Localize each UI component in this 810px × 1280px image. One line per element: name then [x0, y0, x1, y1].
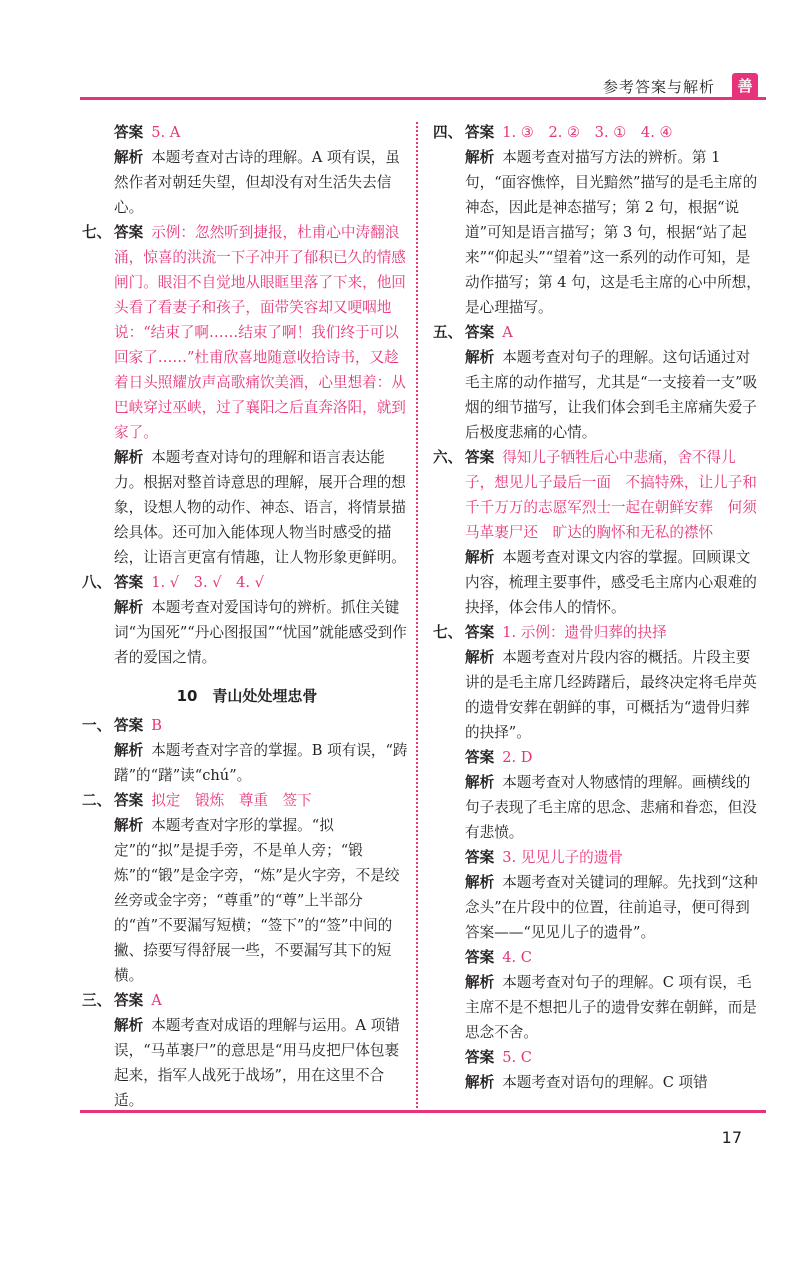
answer-text: 拟定 锻炼 尊重 签下 [151, 792, 312, 809]
question-number: 七、 [82, 224, 112, 241]
entry-left-continued [82, 120, 412, 220]
answer-text: 5. A [151, 124, 181, 141]
analysis-label: 解析 [114, 817, 144, 834]
analysis-text: 本题考查对人物感情的理解。画横线的句子表现了毛主席的思念、悲痛和眷恋，但没有悲愤。 [465, 774, 757, 841]
analysis-text: 本题考查对描写方法的辨析。第 1 句，“面容憔悴，目光黯然”描写的是毛主席的神态，因此是神态描写；第 2 句，根据“说道”可知是语言描写；第 3 句，根据“站了起来”“仰起头”“望着”这一系列的动作可知，是动作描写；第 4 句，这是毛主席的心中所想，是心理描写。 [465, 149, 761, 316]
question-number: 六、 [433, 449, 463, 466]
answer-text: B [151, 717, 162, 734]
analysis-label: 解析 [114, 449, 144, 466]
analysis-text: 本题考查对语句的理解。C 项错 [502, 1074, 708, 1091]
header-title: 参考答案与解析 [602, 78, 715, 96]
analysis-label: 解析 [465, 1074, 495, 1091]
answer-text: 1. 示例：遗骨归葬的抉择 [502, 624, 667, 641]
analysis-text: 本题考查对字音的掌握。B 项有误，“踌躇”的“躇”读“chú”。 [114, 742, 408, 784]
analysis-text: 本题考查对字形的掌握。“拟定”的“拟”是提手旁，不是单人旁；“锻炼”的“锻”是金字旁，“炼”是火字旁，不是绞丝旁或金字旁；“尊重”的“尊”上半部分的“酋”不要漏写短横；“签下”的“签”中间的撇、捺要写得舒展一些，不要漏写其下的短横。 [114, 817, 400, 984]
answer-text: A [502, 324, 513, 341]
answer-label: 答案 [114, 224, 144, 241]
question-number: 七、 [433, 624, 463, 641]
entry-s4 [433, 120, 763, 320]
section-title: 10 青山处处埋忠骨 [176, 687, 318, 705]
answer-text: 1. ③ 2. ② 3. ① 4. ④ [502, 124, 673, 141]
analysis-label: 解析 [465, 649, 495, 666]
answer-label: 答案 [465, 949, 495, 966]
answer-text: 1. √ 3. √ 4. √ [151, 574, 264, 591]
entry-8 [82, 570, 412, 670]
answer-label: 答案 [465, 1049, 495, 1066]
entry-7 [82, 220, 412, 570]
page-number: 17 [721, 1128, 742, 1147]
analysis-label: 解析 [114, 742, 144, 759]
analysis-text: 本题考查对课文内容的掌握。回顾课文内容，梳理主要事件，感受毛主席内心艰难的抉择，体会伟人的情怀。 [465, 549, 757, 616]
entry-s5 [433, 320, 763, 445]
entry-s7 [433, 620, 763, 1095]
answer-text: 示例：忽然听到捷报，杜甫心中涛翻浪涌，惊喜的洪流一下子冲开了郁积已久的情感闸门。眼泪不自觉地从眼眶里落了下来，他回头看了看妻子和孩子，面带笑容却又哽咽地说：“结束了啊……结束了啊！我们终于可以回家了……”杜甫欣喜地随意收拾诗书，又趁着日头照耀放声高歌痛饮美酒，心里想着：从巴峡穿过巫峡，过了襄阳之后直奔洛阳，就到家了。 [114, 224, 406, 441]
analysis-label: 解析 [465, 874, 495, 891]
answer-label: 答案 [465, 749, 495, 766]
question-number: 二、 [82, 792, 112, 809]
analysis-text: 本题考查对句子的理解。这句话通过对毛主席的动作描写，尤其是“一支接着一支”吸烟的细节描写，让我们体会到毛主席痛失爱子后极度悲痛的心情。 [465, 349, 758, 441]
analysis-label: 解析 [465, 149, 495, 166]
analysis-label: 解析 [114, 599, 144, 616]
analysis-text: 本题考查对古诗的理解。A 项有误，虽然作者对朝廷失望，但却没有对生活失去信心。 [114, 149, 400, 216]
answer-label: 答案 [465, 624, 495, 641]
answer-label: 答案 [114, 124, 144, 141]
answer-text: 2. D [502, 749, 533, 766]
analysis-text: 本题考查对句子的理解。C 项有误，毛主席不是不想把儿子的遗骨安葬在朝鲜，而是思念不舍。 [465, 974, 757, 1041]
analysis-text: 本题考查对关键词的理解。先找到“这种念头”在片段中的位置，往前追寻，便可得到答案——“见见儿子的遗骨”。 [465, 874, 758, 941]
question-number: 一、 [82, 717, 112, 734]
entry-s2 [82, 788, 412, 988]
answer-label: 答案 [114, 792, 144, 809]
answer-text: 4. C [502, 949, 532, 966]
analysis-label: 解析 [465, 774, 495, 791]
header-badge-icon: 善 [732, 73, 758, 99]
left-column [82, 120, 412, 1113]
question-number: 八、 [82, 574, 112, 591]
question-number: 五、 [433, 324, 463, 341]
entry-s3 [82, 988, 412, 1113]
answer-text: 5. C [502, 1049, 532, 1066]
analysis-text: 本题考查对片段内容的概括。片段主要讲的是毛主席几经踌躇后，最终决定将毛岸英的遗骨安葬在朝鲜的事，可概括为“遗骨归葬的抉择”。 [465, 649, 757, 741]
answer-text: 得知儿子牺牲后心中悲痛，舍不得儿子，想见儿子最后一面 不搞特殊，让儿子和千千万万的志愿军烈士一起在朝鲜安葬 何须马革裹尸还 旷达的胸怀和无私的襟怀 [465, 449, 757, 541]
analysis-label: 解析 [465, 974, 495, 991]
answer-text: 3. 见见儿子的遗骨 [502, 849, 623, 866]
answer-label: 答案 [465, 124, 495, 141]
column-divider [416, 122, 418, 1112]
question-number: 三、 [82, 992, 112, 1009]
answer-label: 答案 [465, 449, 495, 466]
right-column [433, 120, 763, 1095]
answer-label: 答案 [465, 849, 495, 866]
answer-label: 答案 [114, 717, 144, 734]
analysis-text: 本题考查对诗句的理解和语言表达能力。根据对整首诗意思的理解，展开合理的想象，设想人物的动作、神态、语言，将情景描绘具体。还可加入能体现人物当时感受的描绘，让语言更富有情趣，让人物形象更鲜明。 [114, 449, 406, 566]
analysis-text: 本题考查对爱国诗句的辨析。抓住关键词“为国死”“丹心图报国”“忧国”就能感受到作者的爱国之情。 [114, 599, 407, 666]
entry-s1 [82, 713, 412, 788]
analysis-text: 本题考查对成语的理解与运用。A 项错误，“马革裹尸”的意思是“用马皮把尸体包裹起来，指军人战死于战场”，用在这里不合适。 [114, 1017, 400, 1109]
entry-s6 [433, 445, 763, 620]
analysis-label: 解析 [114, 1017, 144, 1034]
analysis-label: 解析 [465, 349, 495, 366]
page-header [0, 0, 810, 110]
footer-rule [80, 1110, 766, 1113]
answer-label: 答案 [114, 574, 144, 591]
analysis-label: 解析 [114, 149, 144, 166]
question-number: 四、 [433, 124, 463, 141]
answer-label: 答案 [465, 324, 495, 341]
answer-text: A [151, 992, 162, 1009]
header-rule [80, 97, 766, 100]
analysis-label: 解析 [465, 549, 495, 566]
answer-label: 答案 [114, 992, 144, 1009]
